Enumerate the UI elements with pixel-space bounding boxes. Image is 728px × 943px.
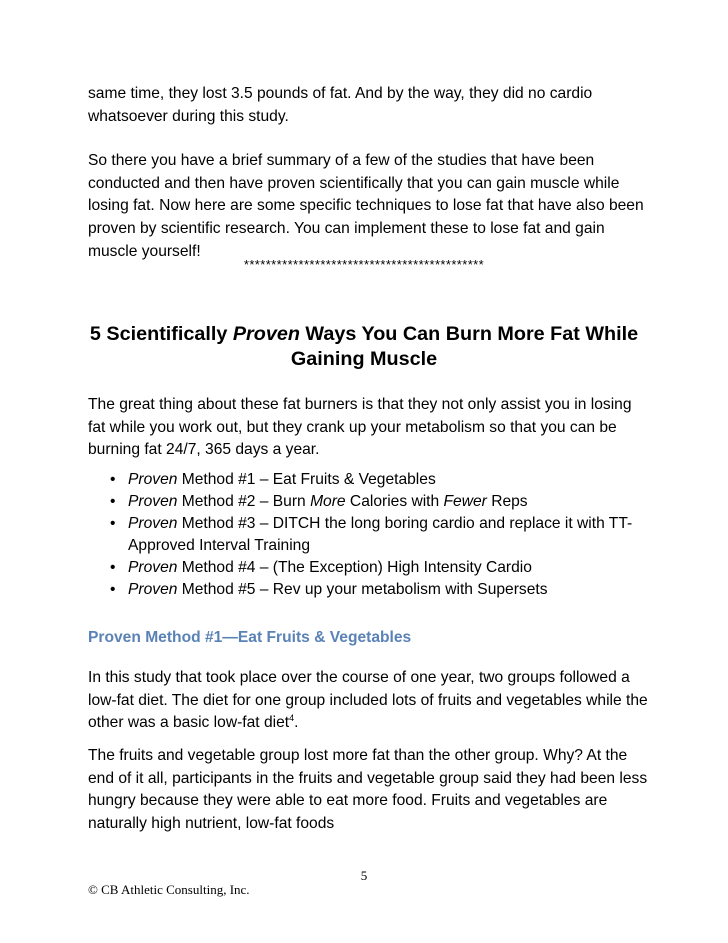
page-number: 5 <box>360 868 368 883</box>
method-4-text: Method #4 – (The Exception) High Intensity Cardio <box>177 559 532 576</box>
method-3-text: Method #3 – DITCH the long boring cardio and replace it with TT-Approved Interval Training <box>128 515 633 554</box>
methods-list <box>110 469 650 601</box>
paragraph-summary: So there you have a brief summary of a few of the studies that have been conducted and then have proven scientifically that you can gain muscle while losing fat. Now here are some specific techniques to lose fat that have also been proven by scientific research. You can implement these to lose fat and gain muscle yourself! <box>88 152 644 260</box>
method-item-3 <box>110 513 650 557</box>
heading-part-3: Ways You Can Burn More Fat While Gaining Muscle <box>290 323 639 370</box>
paragraph-fat-burners: The great thing about these fat burners is that they not only assist you in losing fat while you work out, but they crank up your metabolism so that you can be burning fat 24/7, 365 days a year. <box>88 396 632 459</box>
heading-part-1: 5 Scientifically <box>89 323 233 345</box>
section-separator: ******************************************** <box>243 257 485 272</box>
method-2-text-b: Calories with <box>345 493 444 510</box>
method-2-italic-more: More <box>310 493 346 510</box>
method-1-text: Method #1 – Eat Fruits & Vegetables <box>177 471 436 488</box>
method-2-italic: Proven <box>128 493 178 510</box>
footnote-ref: 4 <box>289 713 295 724</box>
method-item-5 <box>110 579 650 601</box>
paragraph-study <box>88 667 648 735</box>
paragraph-intro-end: same time, they lost 3.5 pounds of fat. And by the way, they did no cardio whatsoever during this study. <box>88 85 593 125</box>
study-text-end: . <box>294 714 299 732</box>
method-2-text-c: Reps <box>486 493 528 510</box>
method-1-italic: Proven <box>128 471 178 488</box>
method-item-1 <box>110 469 650 491</box>
method-3-italic: Proven <box>128 515 178 532</box>
method-4-italic: Proven <box>128 559 178 576</box>
footer-copyright: © CB Athletic Consulting, Inc. <box>88 882 250 897</box>
method-2-text-a: Method #2 – Burn <box>177 493 311 510</box>
method-item-4 <box>110 557 650 579</box>
section-heading <box>88 322 640 372</box>
method-1-subheading: Proven Method #1—Eat Fruits & Vegetables <box>88 629 412 646</box>
study-text: In this study that took place over the course of one year, two groups followed a low-fat diet. The diet for one group included lots of fruits and vegetables while the other was a basic low-fat diet <box>88 669 648 732</box>
method-5-text: Method #5 – Rev up your metabolism with Supersets <box>177 581 548 598</box>
heading-proven-italic: Proven <box>232 323 300 345</box>
method-item-2 <box>110 491 650 513</box>
method-2-italic-fewer: Fewer <box>443 493 487 510</box>
method-5-italic: Proven <box>128 581 178 598</box>
paragraph-results: The fruits and vegetable group lost more fat than the other group. Why? At the end of it all, participants in the fruits and vegetable group said they had been less hungry because they were able to eat more food. Fruits and vegetables are naturally high nutrient, low-fat foods <box>88 747 648 833</box>
